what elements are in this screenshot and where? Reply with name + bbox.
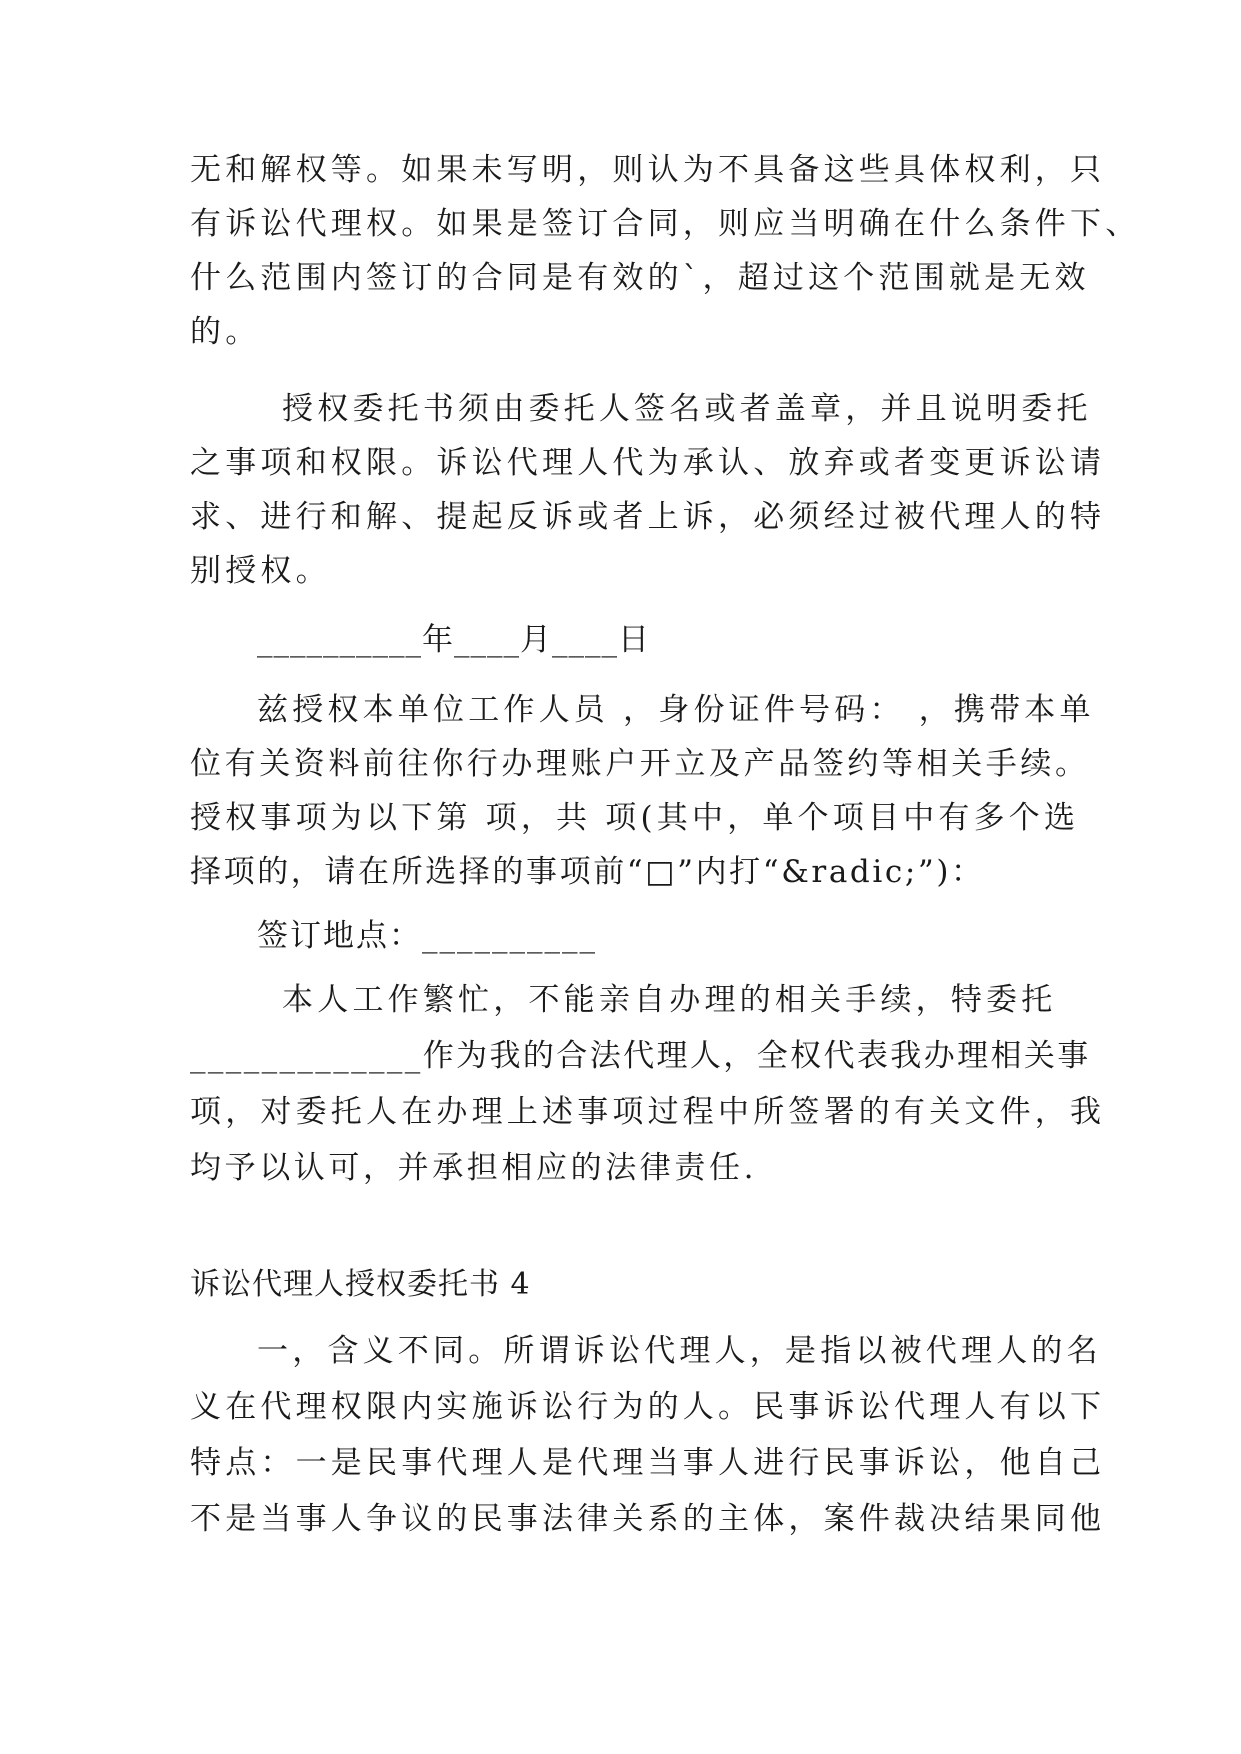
para2-line-4: 别授权。	[190, 553, 331, 589]
para4-line-1: 本人工作繁忙，不能亲自办理的相关手续，特委托	[268, 982, 1057, 1018]
sign-place-line: 签订地点：__________	[257, 918, 597, 954]
para4-line-3: 项，对委托人在办理上述事项过程中所签署的有关文件，我	[190, 1094, 1106, 1130]
date-line: __________年____月____日	[257, 622, 650, 658]
para1-line-1: 无和解权等。如果未写明，则认为不具备这些具体权利，只	[190, 152, 1106, 188]
para3-line-3: 授权事项为以下第 项，共 项(其中，单个项目中有多个选	[190, 800, 1080, 836]
para3-line-2: 位有关资料前往你行办理账户开立及产品签约等相关手续。	[190, 746, 1090, 782]
para5-line-4: 不是当事人争议的民事法律关系的主体，案件裁决结果同他	[190, 1501, 1106, 1537]
para5-line-3: 特点：一是民事代理人是代理当事人进行民事诉讼，他自己	[190, 1445, 1106, 1481]
para2-line-2: 之事项和权限。诉讼代理人代为承认、放弃或者变更诉讼请	[190, 445, 1106, 481]
para4-line-2: _____________作为我的合法代理人，全权代表我办理相关事	[190, 1038, 1091, 1074]
para5-line-1: 一，含义不同。所谓诉讼代理人，是指以被代理人的名	[257, 1333, 1102, 1369]
para3-line-4: 择项的，请在所选择的事项前“□”内打“&radic;”)：	[190, 854, 985, 890]
para2-line-3: 求、进行和解、提起反诉或者上诉，必须经过被代理人的特	[190, 499, 1106, 535]
para5-line-2: 义在代理权限内实施诉讼行为的人。民事诉讼代理人有以下	[190, 1389, 1106, 1425]
para2-line-1: 授权委托书须由委托人签名或者盖章，并且说明委托	[268, 391, 1092, 427]
para4-line-4: 均予以认可，并承担相应的法律责任.	[190, 1150, 758, 1186]
para3-line-1: 兹授权本单位工作人员 ，身份证件号码： ，携带本单	[257, 692, 1095, 728]
para1-line-4: 的。	[190, 314, 261, 350]
para1-line-3: 什么范围内签订的合同是有效的`，超过这个范围就是无效	[190, 260, 1090, 296]
para1-line-2: 有诉讼代理权。如果是签订合同，则应当明确在什么条件下、	[190, 206, 1141, 242]
section-title: 诉讼代理人授权委托书 4	[190, 1267, 531, 1302]
